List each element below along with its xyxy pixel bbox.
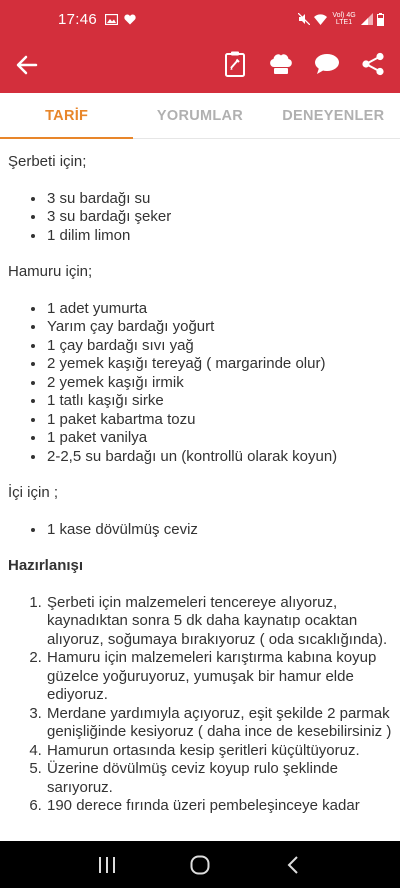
system-nav-bar [0, 841, 400, 888]
battery-icon [377, 13, 384, 26]
back-nav-icon[interactable] [278, 850, 308, 880]
tab-comments[interactable]: YORUMLAR [156, 108, 244, 124]
preparation-steps [46, 594, 392, 816]
comment-icon[interactable] [314, 50, 340, 78]
step-item: 4. Hamurun ortasında kesip şeritleri küçültüyoruz. [46, 742, 392, 761]
status-bar [0, 0, 400, 38]
share-icon[interactable] [360, 50, 386, 78]
preparation-heading: Hazırlanışı [8, 557, 84, 574]
ingredient-item: • Yarım çay bardağı yoğurt [46, 318, 392, 337]
ingredient-item: • 3 su bardağı şeker [46, 208, 392, 227]
status-time: 17:46 [58, 10, 98, 28]
app-bar [0, 38, 400, 93]
step-item: 6. 190 derece fırında üzeri pembeleşinceye kadar [46, 797, 392, 816]
step-item: 5. Üzerine dövülmüş ceviz koyup rulo şeklinde sarıyoruz. [46, 760, 392, 797]
recent-apps-icon[interactable] [92, 850, 122, 880]
back-arrow-icon[interactable] [14, 52, 40, 78]
ingredient-item: • 2-2,5 su bardağı un (kontrollü olarak koyun) [46, 448, 392, 467]
mute-icon [298, 13, 310, 25]
syrup-heading: Şerbeti için; [8, 153, 87, 170]
tab-tried-by[interactable]: DENEYENLER [282, 108, 385, 124]
wifi-icon [314, 14, 327, 25]
notes-icon[interactable] [222, 50, 248, 78]
step-item: 2. Hamuru için malzemeleri karıştırma kabına koyup güzelce yoğuruyoruz, yumuşak bir hamur elde ediyoruz. [46, 649, 392, 705]
ingredient-item: • 2 yemek kaşığı tereyağ ( margarinde olur) [46, 355, 392, 374]
filling-ingredient-list [46, 521, 392, 540]
recipe-content[interactable] [0, 139, 400, 841]
heart-icon [124, 14, 136, 25]
signal-icon [361, 13, 373, 25]
tab-recipe[interactable]: TARİF [0, 93, 133, 138]
syrup-ingredient-list [46, 190, 392, 246]
ingredient-item: • 1 paket kabartma tozu [46, 411, 392, 430]
dough-ingredient-list [46, 300, 392, 467]
ingredient-item: • 1 dilim limon [46, 227, 392, 246]
ingredient-item: • 1 adet yumurta [46, 300, 392, 319]
ingredient-item: • 1 tatlı kaşığı sirke [46, 392, 392, 411]
filling-heading: İçi için ; [8, 484, 59, 501]
dough-heading: Hamuru için; [8, 263, 93, 280]
gallery-icon [105, 14, 118, 25]
ingredient-item: • 1 paket vanilya [46, 429, 392, 448]
step-item: 3. Merdane yardımıyla açıyoruz, eşit şekilde 2 parmak genişliğinde kesiyoruz ( daha ince de kesebilirsiniz ) [46, 705, 392, 742]
ingredient-item: • 3 su bardağı su [46, 190, 392, 209]
ingredient-item: • 1 kase dövülmüş ceviz [46, 521, 392, 540]
ingredient-item: • 1 çay bardağı sıvı yağ [46, 337, 392, 356]
home-icon[interactable] [185, 850, 215, 880]
chef-hat-icon[interactable] [268, 50, 294, 78]
ingredient-item: • 2 yemek kaşığı irmik [46, 374, 392, 393]
network-label: Vol) 4G LTE1 [332, 12, 356, 26]
step-item: 1. Şerbeti için malzemeleri tencereye alıyoruz, kaynadıktan sonra 5 dk daha kaynatıp ocaktan alıyoruz, soğumaya bırakıyoruz ( oda sıcaklığında). [46, 594, 392, 650]
tab-bar [0, 93, 400, 139]
